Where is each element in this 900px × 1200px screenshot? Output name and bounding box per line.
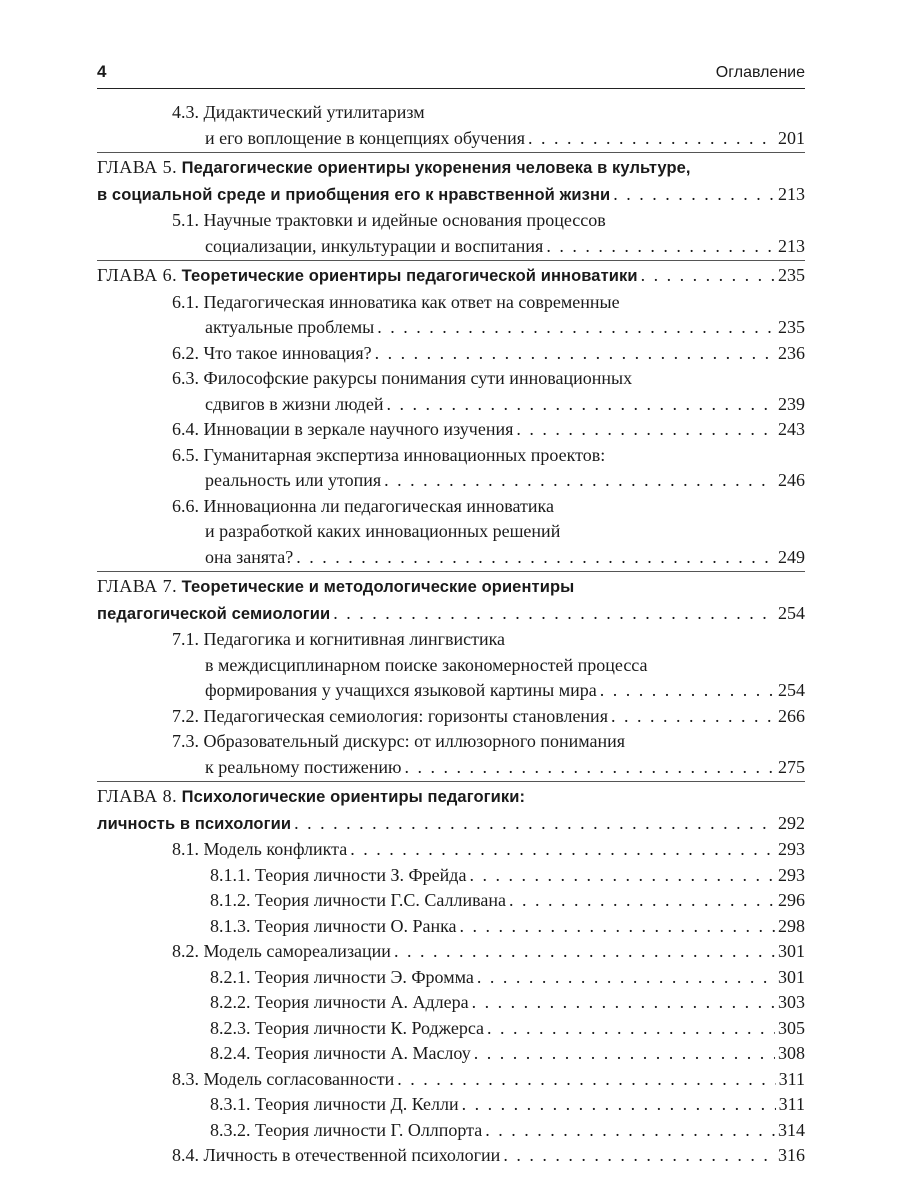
dot-leader	[546, 234, 775, 260]
entry-title-line: 7.2. Педагогическая семиология: горизонты становления	[172, 705, 608, 726]
dot-leader	[333, 601, 775, 627]
page-ref: 246	[778, 470, 805, 490]
dot-leader	[394, 939, 775, 965]
entry-title-line: 6.2. Что такое инновация?	[172, 342, 372, 363]
dot-leader	[375, 341, 775, 367]
dot-leader	[472, 990, 775, 1016]
toc-section	[97, 837, 805, 863]
page-ref: 298	[778, 915, 805, 936]
entry-title-line: 8.2.3. Теория личности К. Роджерса	[210, 1017, 485, 1038]
entry-title-line: 6.6. Инновационна ли педагогическая инноватика	[172, 495, 554, 516]
entry-title-line: и разработкой каких инновационных решений	[205, 521, 561, 541]
entry-title-line: 8.3.2. Теория личности Г. Оллпорта	[210, 1119, 483, 1140]
page-ref: 213	[778, 183, 805, 204]
toc-section	[97, 627, 805, 704]
page-ref: 236	[778, 342, 805, 363]
dot-leader	[462, 1092, 776, 1118]
entry-title-line: 8.1.2. Теория личности Г.С. Салливана	[210, 890, 506, 910]
toc-section	[97, 494, 805, 571]
toc-section	[97, 341, 805, 367]
toc-subsection	[97, 990, 805, 1016]
page-ref: 296	[778, 890, 805, 910]
entry-title-line: 8.3. Модель согласованности	[172, 1068, 395, 1089]
page-ref: 316	[778, 1145, 805, 1165]
running-title: Оглавление	[715, 64, 805, 81]
page-ref: 249	[778, 546, 805, 567]
entry-title-line: 6.1. Педагогическая инноватика как ответ на современные	[172, 291, 620, 312]
page-ref: 292	[778, 812, 805, 833]
page-ref: 201	[778, 127, 805, 148]
entry-title-line: Педагогические ориентиры укоренения человека в культуре,	[181, 159, 691, 177]
dot-leader	[611, 704, 775, 730]
page-ref: 243	[778, 419, 805, 439]
header-rule	[97, 88, 805, 89]
page-ref: 213	[778, 235, 805, 256]
page-ref: 254	[778, 602, 805, 623]
dot-leader	[404, 755, 775, 781]
chapter-label: ГЛАВА 8.	[97, 786, 178, 806]
dot-leader	[477, 965, 775, 991]
dot-leader	[503, 1143, 775, 1169]
entry-title-line: 8.4. Личность в отечественной психологии	[172, 1145, 501, 1165]
dot-leader	[474, 1041, 775, 1067]
entry-title-line: и его воплощение в концепциях обучения	[205, 127, 525, 148]
entry-title-line: 6.5. Гуманитарная экспертиза инновационных проектов:	[172, 444, 606, 465]
dot-leader	[509, 888, 775, 914]
entry-title-line: педагогической семиологии	[97, 604, 331, 623]
dot-leader	[516, 417, 775, 443]
entry-title-line: формирования у учащихся языковой картины мира	[205, 680, 597, 700]
entry-title-line: она занята?	[205, 546, 294, 567]
toc-section	[97, 417, 805, 443]
dot-leader	[350, 837, 775, 863]
page-ref: 314	[778, 1119, 805, 1140]
toc-section	[97, 729, 805, 780]
toc-section	[97, 1067, 805, 1093]
dot-leader	[487, 1016, 775, 1042]
toc-subsection	[97, 965, 805, 991]
page-ref: 301	[778, 941, 805, 961]
dot-leader	[397, 1067, 775, 1093]
page-ref: 239	[778, 393, 805, 414]
entry-title-line: 8.1.3. Теория личности О. Ранка	[210, 915, 457, 936]
dot-leader	[485, 1118, 775, 1144]
entry-title-line: 8.3.1. Теория личности Д. Келли	[210, 1094, 459, 1114]
page-ref: 235	[778, 317, 805, 337]
page-ref: 235	[778, 265, 805, 285]
toc-section	[97, 939, 805, 965]
entry-title-line: 5.1. Научные трактовки и идейные основания процессов	[172, 210, 606, 230]
entry-title-line: реальность или утопия	[205, 470, 382, 490]
entry-title-line: к реальному постижению	[205, 756, 402, 777]
toc-chapter	[97, 784, 805, 837]
page-ref: 311	[778, 1068, 805, 1089]
dot-leader	[613, 182, 775, 208]
toc-chapter	[97, 263, 805, 290]
toc-section	[97, 290, 805, 341]
table-of-contents	[97, 100, 805, 1169]
toc-section	[97, 704, 805, 730]
entry-title-line: сдвигов в жизни людей	[205, 393, 384, 414]
toc-subsection	[97, 888, 805, 914]
dot-leader	[641, 263, 775, 289]
entry-title-line: Теоретические и методологические ориентиры	[181, 578, 575, 596]
entry-title-line: 8.2.1. Теория личности Э. Фромма	[210, 966, 474, 987]
toc-subsection	[97, 1092, 805, 1118]
dot-leader	[528, 126, 775, 152]
page-ref: 254	[778, 680, 805, 700]
entry-title-line: 8.1.1. Теория личности З. Фрейда	[210, 864, 467, 885]
dot-leader	[296, 545, 775, 571]
page-ref: 308	[778, 1043, 805, 1063]
page-ref: 305	[778, 1017, 805, 1038]
entry-title-line: 8.2.2. Теория личности А. Адлера	[210, 992, 469, 1012]
entry-title-line: 8.2.4. Теория личности А. Маслоу	[210, 1043, 471, 1063]
entry-title-line: 7.1. Педагогика и когнитивная лингвистика	[172, 629, 506, 649]
toc-subsection	[97, 863, 805, 889]
entry-title-line: 4.3. Дидактический утилитаризм	[172, 102, 425, 122]
page-header	[97, 62, 805, 86]
entry-title-line: 8.1. Модель конфликта	[172, 839, 348, 859]
page-ref: 266	[778, 705, 805, 726]
page-ref: 303	[778, 992, 805, 1012]
entry-title-line: Теоретические ориентиры педагогической инноватики	[181, 267, 638, 285]
entry-title-line: актуальные проблемы	[205, 317, 375, 337]
page-number: 4	[97, 62, 107, 81]
entry-title-line: Психологические ориентиры педагогики:	[181, 788, 526, 806]
dot-leader	[384, 468, 775, 494]
dot-leader	[377, 315, 775, 341]
dot-leader	[469, 863, 775, 889]
page-ref: 311	[778, 1094, 805, 1114]
dot-leader	[294, 811, 775, 837]
entry-title-line: личность в психологии	[97, 814, 292, 833]
chapter-label: ГЛАВА 6.	[97, 265, 178, 285]
toc-section	[97, 443, 805, 494]
toc-subsection	[97, 1118, 805, 1144]
toc-subsection	[97, 1016, 805, 1042]
entry-title-line: в междисциплинарном поиске закономерностей процесса	[205, 654, 648, 675]
dot-leader	[386, 392, 775, 418]
entry-title-line: 7.3. Образовательный дискурс: от иллюзорного понимания	[172, 731, 626, 751]
toc-chapter	[97, 155, 805, 208]
page-ref: 293	[778, 864, 805, 885]
chapter-label: ГЛАВА 5.	[97, 157, 178, 177]
entry-title-line: 6.4. Инновации в зеркале научного изучения	[172, 419, 514, 439]
toc-section	[97, 366, 805, 417]
toc-section	[97, 100, 805, 151]
dot-leader	[460, 914, 775, 940]
entry-title-line: 6.3. Философские ракурсы понимания сути инновационных	[172, 368, 633, 388]
toc-subsection	[97, 914, 805, 940]
page-ref: 293	[778, 839, 805, 859]
entry-title-line: в социальной среде и приобщения его к нравственной жизни	[97, 185, 611, 204]
toc-section	[97, 1143, 805, 1169]
page-ref: 275	[778, 756, 805, 777]
chapter-label: ГЛАВА 7.	[97, 576, 178, 596]
entry-title-line: социализации, инкультурации и воспитания	[205, 235, 544, 256]
toc-section	[97, 208, 805, 259]
toc-subsection	[97, 1041, 805, 1067]
toc-chapter	[97, 574, 805, 627]
entry-title-line: 8.2. Модель самореализации	[172, 941, 391, 961]
page-ref: 301	[778, 966, 805, 987]
dot-leader	[600, 678, 775, 704]
